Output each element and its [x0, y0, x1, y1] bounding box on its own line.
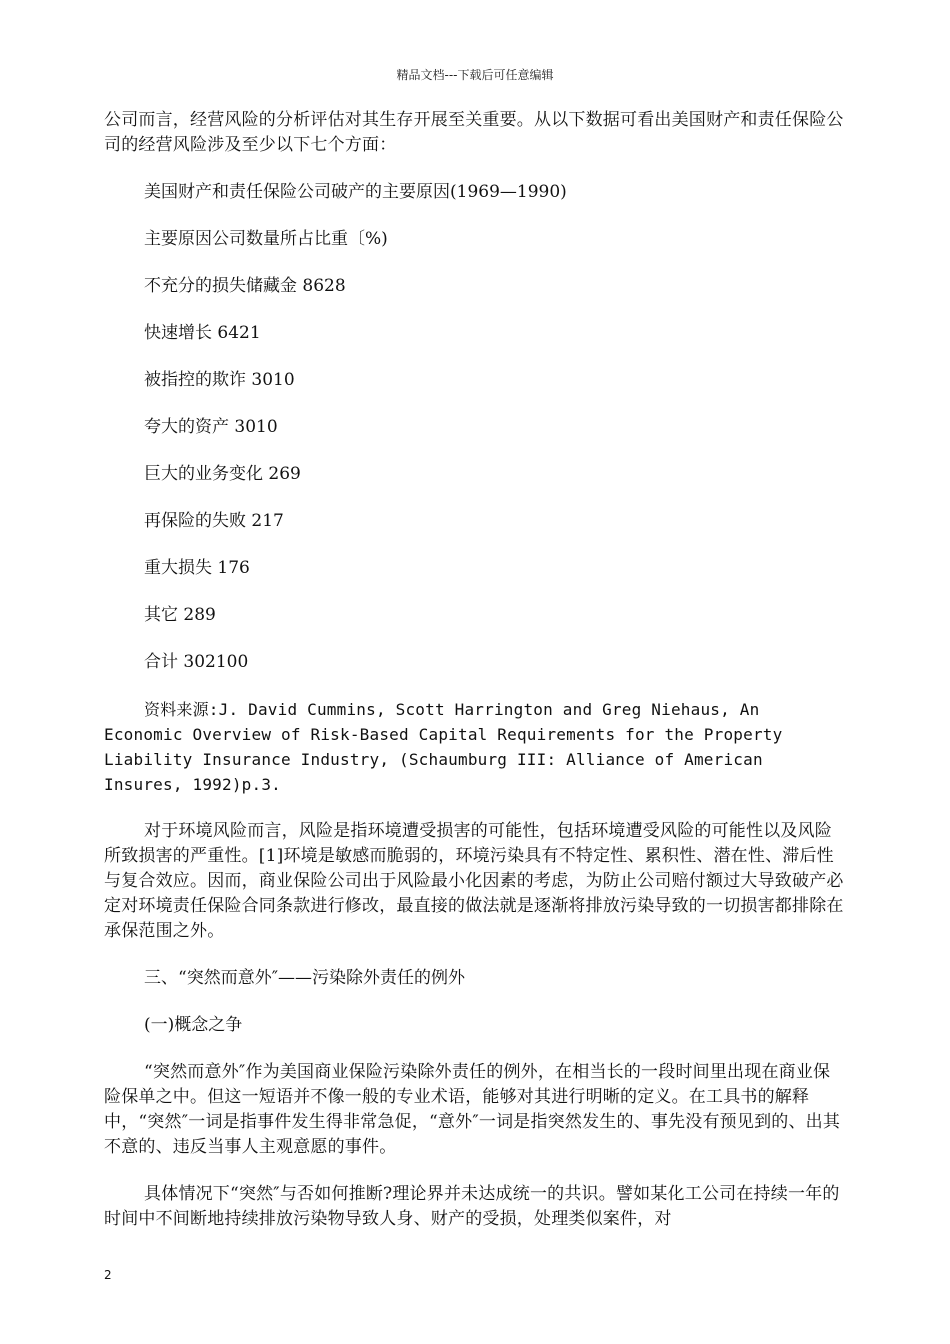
table-row: 被指控的欺诈 3010 — [144, 370, 295, 390]
subsection-heading: (一)概念之争 — [144, 1015, 243, 1035]
table-row: 夸大的资产 3010 — [144, 417, 278, 437]
page-header: 精品文档---下载后可任意编辑 — [396, 68, 554, 82]
table-row: 巨大的业务变化 269 — [144, 464, 301, 484]
page-number: 2 — [104, 1268, 112, 1282]
section-heading: 三、“突然而意外″——污染除外责任的例外 — [144, 968, 466, 988]
intro-paragraph: 公司而言，经营风险的分析评估对其生存开展至关重要。从以下数据可看出美国财产和责任保险公司的经营风险涉及至少以下七个方面： — [104, 110, 844, 155]
table-row: 不充分的损失储藏金 8628 — [144, 276, 346, 296]
table-header: 主要原因公司数量所占比重〔%) — [144, 229, 388, 249]
table-row: 合计 302100 — [144, 652, 249, 672]
table-row: 再保险的失败 217 — [144, 511, 284, 531]
table-row: 其它 289 — [144, 605, 216, 625]
table-row: 重大损失 176 — [144, 558, 250, 578]
document-body — [104, 108, 844, 1232]
source-citation: 资料来源:J. David Cummins, Scott Harrington and Greg Niehaus, An Economic Overview of Risk-Based Capital Requirements for the Property Liability Insurance Industry, (Schaumburg III: Alliance of American Insures, 1992)p.3. — [104, 700, 783, 794]
specific-case-paragraph: 具体情况下“突然″与否如何推断?理论界并未达成统一的共识。譬如某化工公司在持续一年的时间中不间断地持续排放污染物导致人身、财产的受损，处理类似案件，对 — [104, 1184, 840, 1229]
environment-risk-paragraph: 对于环境风险而言，风险是指环境遭受损害的可能性，包括环境遭受风险的可能性以及风险所致损害的严重性。[1]环境是敏感而脆弱的，环境污染具有不特定性、累积性、潜在性、滞后性与复合效应。因而，商业保险公司出于风险最小化因素的考虑，为防止公司赔付额过大导致破产必定对环境责任保险合同条款进行修改，最直接的做法就是逐渐将排放污染导致的一切损害都排除在承保范围之外。 — [104, 821, 844, 941]
table-row: 快速增长 6421 — [144, 323, 261, 343]
table-title: 美国财产和责任保险公司破产的主要原因(1969—1990) — [144, 182, 567, 202]
concept-paragraph: “突然而意外″作为美国商业保险污染除外责任的例外，在相当长的一段时间里出现在商业保险保单之中。但这一短语并不像一般的专业术语，能够对其进行明晰的定义。在工具书的解释中，“突然″一词是指事件发生得非常急促，“意外″一词是指突然发生的、事先没有预见到的、出其不意的、违反当事人主观意愿的事件。 — [104, 1062, 841, 1157]
